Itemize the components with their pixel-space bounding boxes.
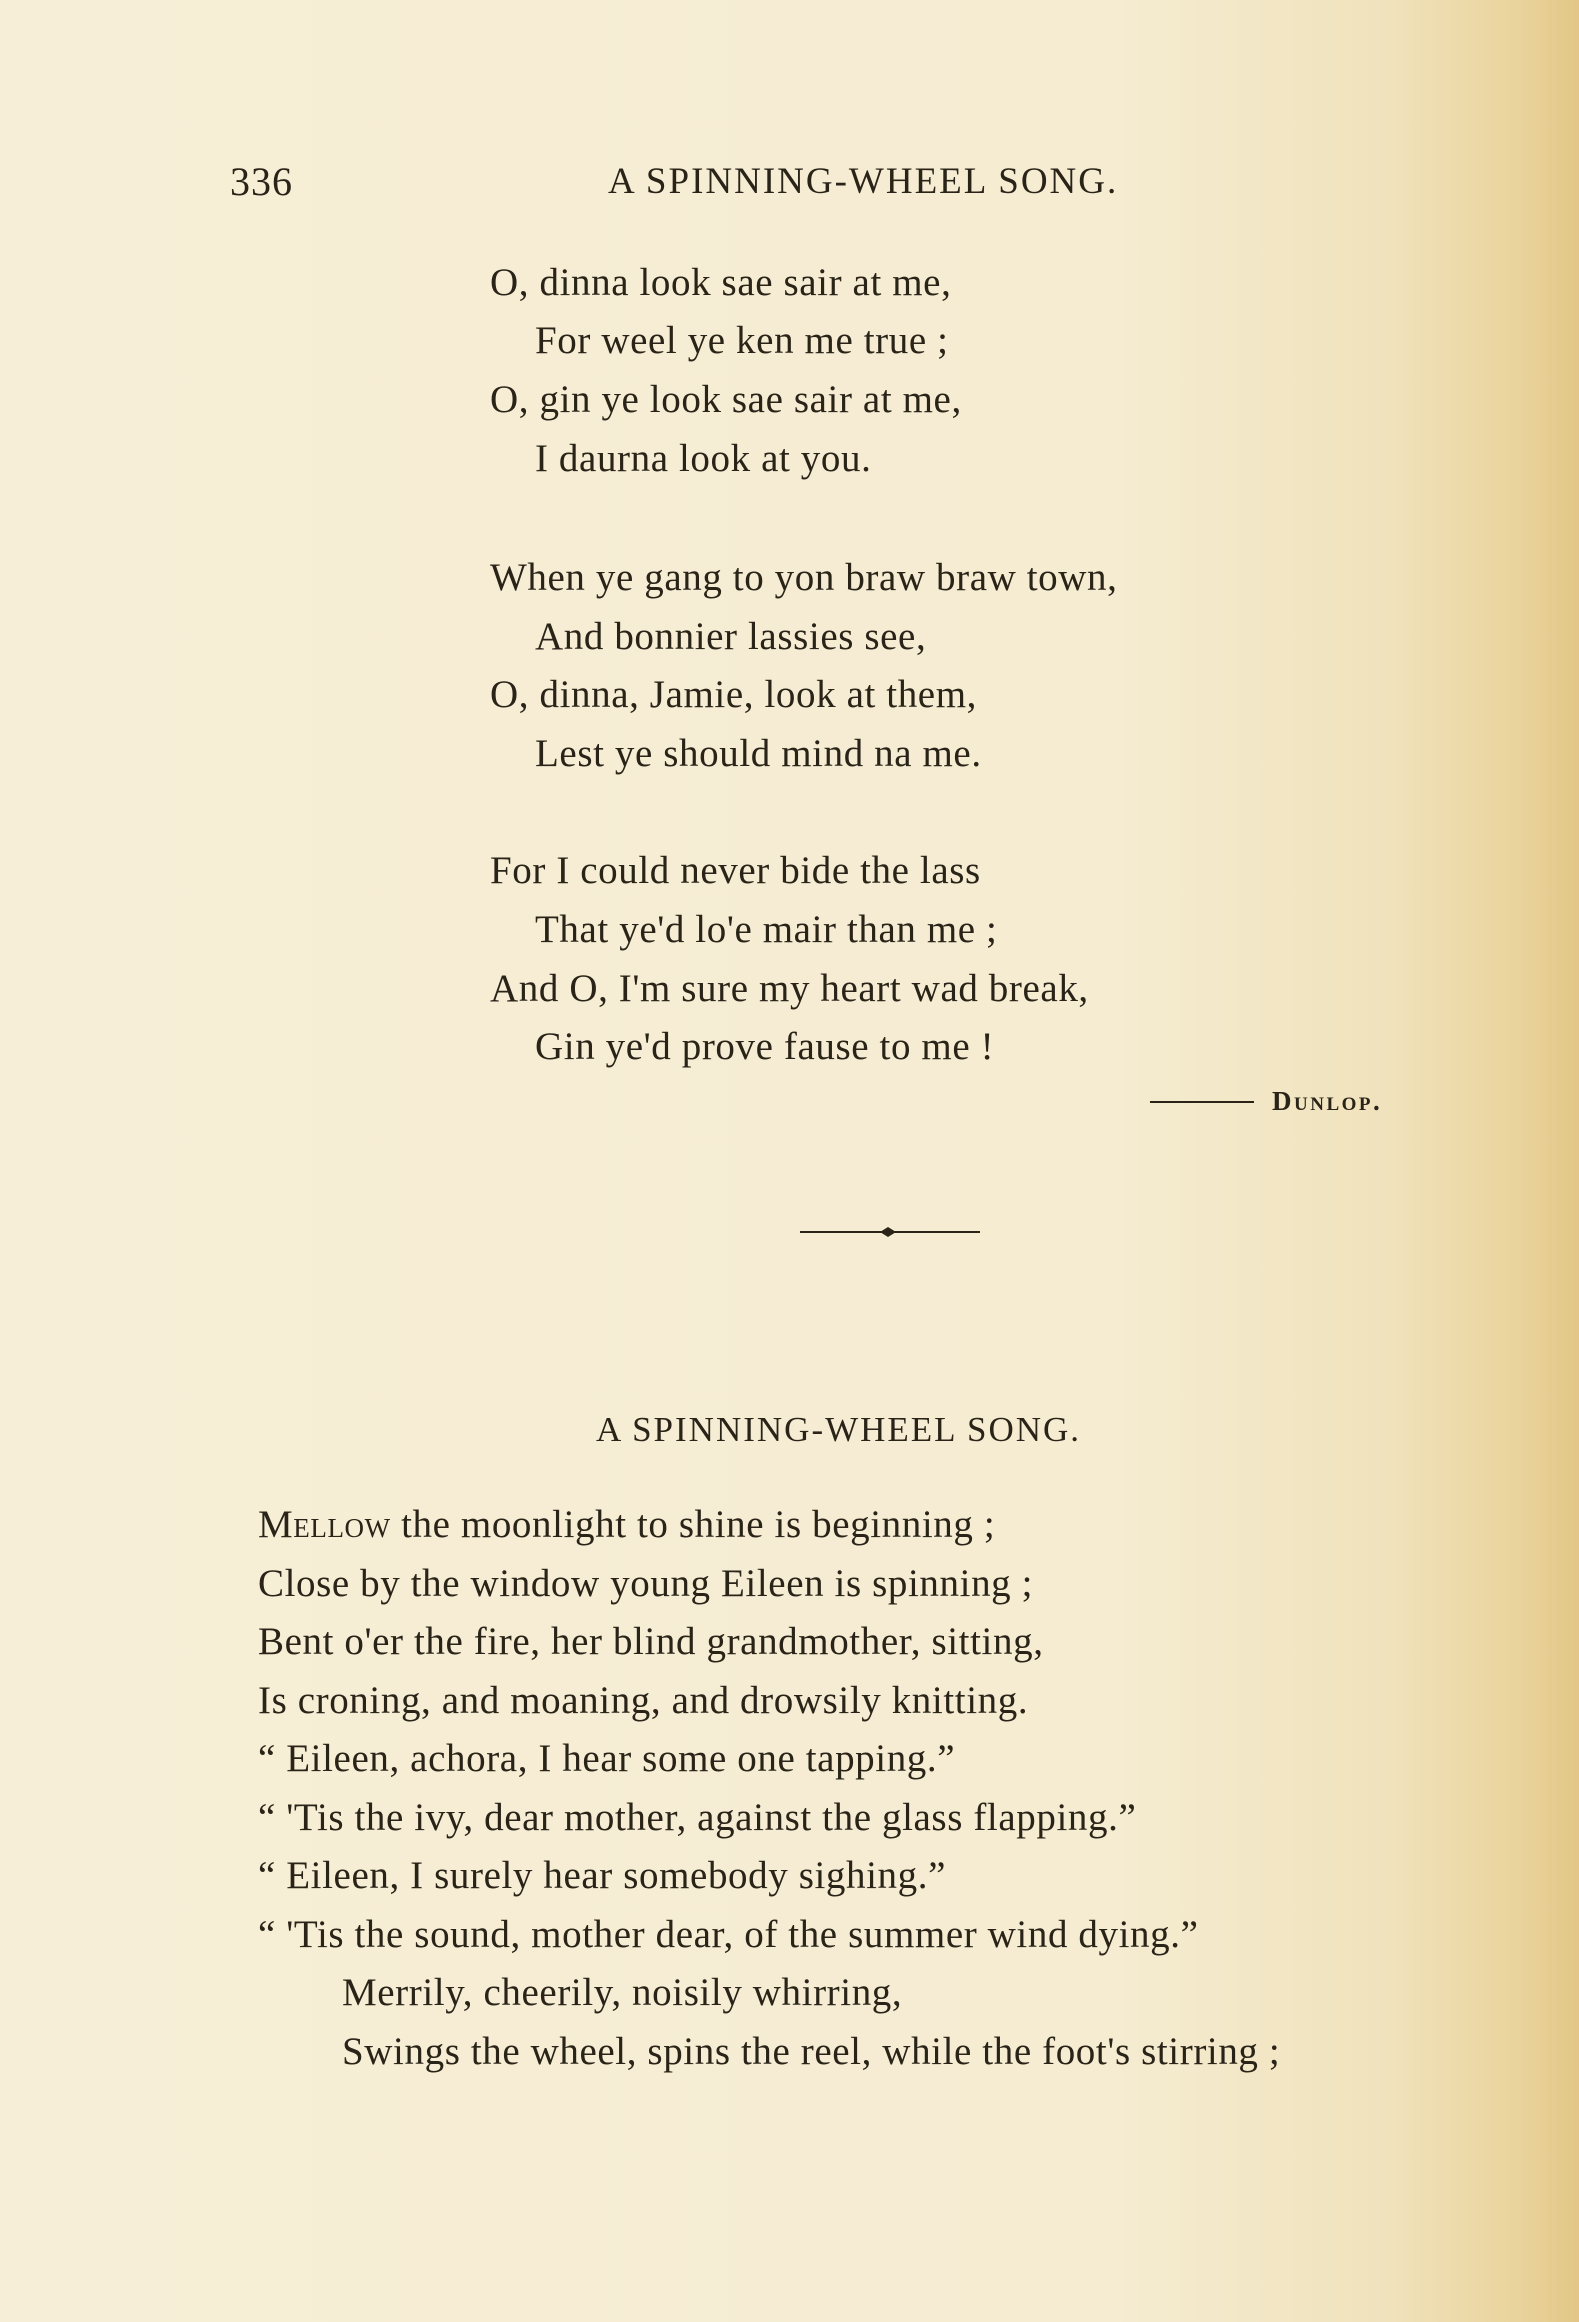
poem-line: For weel ye ken me true ; (535, 319, 949, 362)
poem-line: Swings the wheel, spins the reel, while the foot's stirring ; (342, 2030, 1281, 2073)
poem-line: “ Eileen, I surely hear somebody sighing.” (258, 1854, 947, 1897)
poem-line: And O, I'm sure my heart wad break, (490, 967, 1089, 1010)
poem-line-text: the moonlight to shine is beginning ; (390, 1503, 996, 1546)
poem-line (258, 1502, 995, 1547)
poem-line: For I could never bide the lass (490, 849, 981, 892)
poem-line: I daurna look at you. (535, 437, 872, 480)
poem-line: “ Eileen, achora, I hear some one tapping.” (258, 1737, 956, 1780)
poem-title: A SPINNING-WHEEL SONG. (596, 1410, 1082, 1449)
author-attribution (1150, 1086, 1382, 1117)
poem-line: Bent o'er the fire, her blind grandmother, sitting, (258, 1620, 1044, 1663)
poem-line: Close by the window young Eileen is spinning ; (258, 1562, 1034, 1605)
poem-line: Lest ye should mind na me. (535, 732, 982, 775)
poem-line: O, gin ye look sae sair at me, (490, 378, 962, 421)
author-name: Dunlop. (1272, 1086, 1383, 1116)
drop-cap-word: Mellow (258, 1503, 391, 1546)
running-title: A SPINNING-WHEEL SONG. (608, 161, 1119, 202)
poem-line: And bonnier lassies see, (535, 615, 927, 658)
page-number: 336 (230, 159, 293, 204)
poem-line: Gin ye'd prove fause to me ! (535, 1025, 995, 1068)
poem-line: Merrily, cheerily, noisily whirring, (342, 1971, 903, 2014)
poem-line: O, dinna, Jamie, look at them, (490, 673, 977, 716)
attribution-rule (1150, 1101, 1254, 1103)
poem-line: When ye gang to yon braw braw town, (490, 556, 1118, 599)
poem-line: Is croning, and moaning, and drowsily knitting. (258, 1679, 1029, 1722)
poem-line: “ 'Tis the sound, mother dear, of the summer wind dying.” (258, 1913, 1199, 1956)
poem-line: That ye'd lo'e mair than me ; (535, 908, 998, 951)
poem-line: “ 'Tis the ivy, dear mother, against the glass flapping.” (258, 1796, 1137, 1839)
section-divider-ornament (800, 1222, 980, 1242)
poem-line: O, dinna look sae sair at me, (490, 261, 952, 304)
